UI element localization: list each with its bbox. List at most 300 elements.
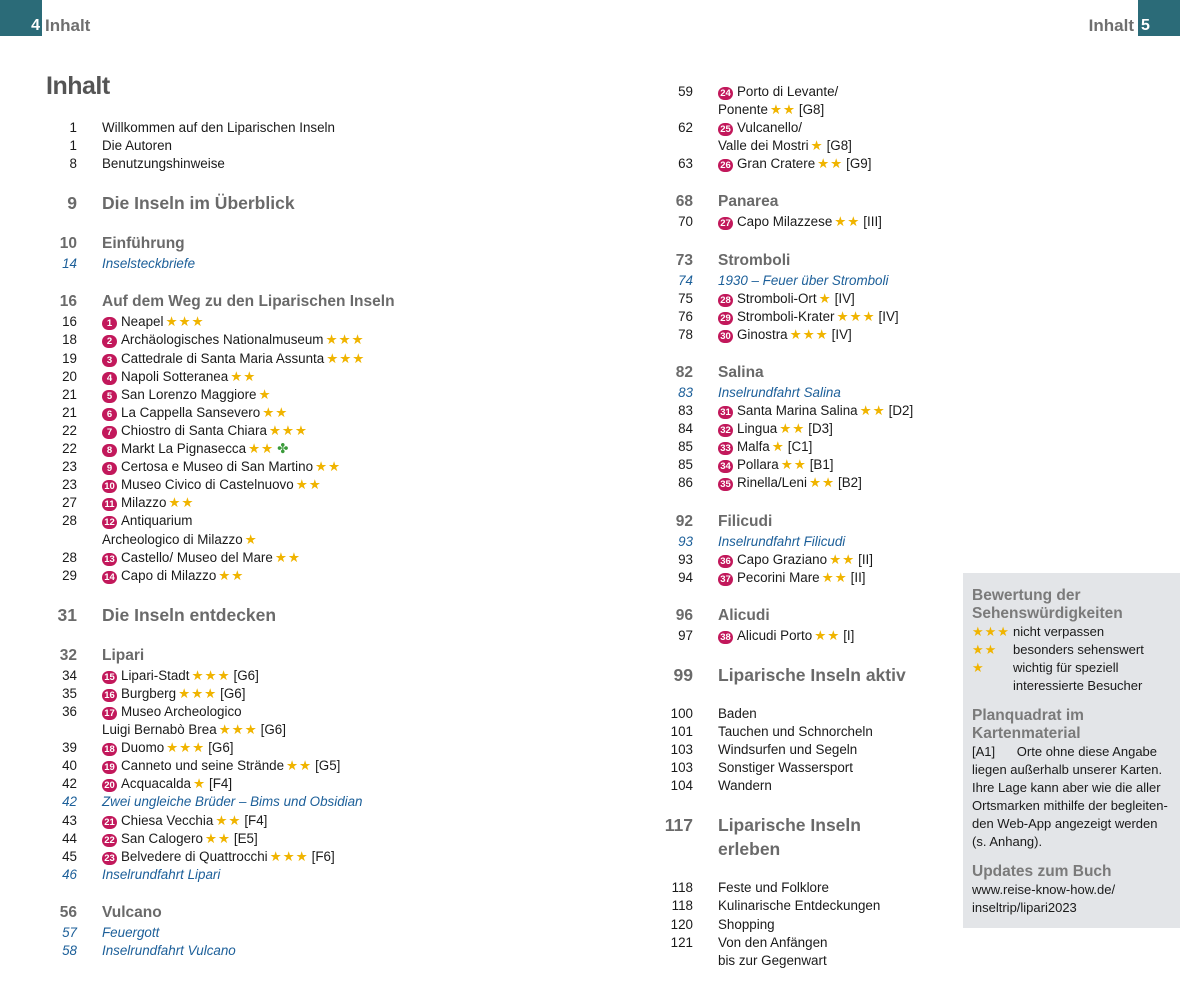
toc-entry-title: Milazzo <box>121 495 167 511</box>
rating-legend <box>972 587 1180 695</box>
toc-entry-text-wrap <box>102 368 256 386</box>
toc-spacer <box>662 587 913 605</box>
toc-entry-title: Lipari <box>102 646 145 664</box>
toc-entry[interactable] <box>662 916 913 934</box>
toc-entry[interactable] <box>662 137 913 155</box>
toc-entry-text-wrap <box>718 438 812 456</box>
toc-entry[interactable] <box>662 290 913 308</box>
sight-number-badge: 1 <box>102 317 117 330</box>
toc-entry[interactable] <box>662 551 913 569</box>
toc-entry-title: San Calogero <box>121 830 203 846</box>
toc-entry[interactable] <box>662 705 913 723</box>
toc-entry[interactable] <box>662 837 913 861</box>
toc-entry-text-wrap <box>718 119 802 137</box>
star-rating-icon: ★★ <box>295 477 322 493</box>
grid-legend-title: Planquadrat im Kartenmaterial <box>972 707 1084 742</box>
toc-entry-title: Auf dem Weg zu den Liparischen Inseln <box>102 293 395 311</box>
toc-entry[interactable] <box>662 759 913 777</box>
toc-entry[interactable] <box>46 291 395 313</box>
toc-entry[interactable] <box>662 272 913 290</box>
toc-entry-text-wrap <box>102 350 365 368</box>
toc-entry-text-wrap <box>718 723 873 741</box>
toc-entry-text-wrap <box>102 119 335 137</box>
rating-label: interessierte Besucher <box>1013 678 1143 693</box>
grid-legend-line: Ihre Lage kann aber wie die aller <box>972 780 1161 795</box>
toc-page-number: 76 <box>678 308 693 324</box>
toc-entry[interactable] <box>662 627 913 645</box>
toc-entry[interactable] <box>662 741 913 759</box>
toc-spacer <box>662 687 913 705</box>
toc-entry[interactable] <box>46 812 395 830</box>
toc-entry-text-wrap <box>102 137 172 155</box>
toc-page-number: 59 <box>678 84 693 99</box>
toc-page-number: 97 <box>678 627 693 643</box>
toc-entry-title: Stromboli-Ort <box>737 290 817 306</box>
toc-entry-text-wrap <box>102 291 395 313</box>
toc-entry[interactable] <box>46 404 395 422</box>
toc-entry-text-wrap <box>718 663 906 687</box>
map-grid-reference: [G9] <box>846 156 872 172</box>
toc-entry-title: Chiostro di Santa Chiara <box>121 422 267 438</box>
toc-entry[interactable] <box>46 422 395 440</box>
toc-entry-text-wrap <box>718 137 852 155</box>
sight-number-badge: 33 <box>718 442 733 455</box>
toc-entry[interactable] <box>46 137 395 155</box>
toc-entry-title: Chiesa Vecchia <box>121 812 214 828</box>
toc-entry-title: Inselsteckbriefe <box>102 256 196 272</box>
toc-entry[interactable] <box>662 384 913 402</box>
toc-entry[interactable] <box>46 667 395 685</box>
star-icon: ★★★ <box>972 624 1010 639</box>
toc-entry-text-wrap <box>102 775 232 793</box>
map-grid-reference: [G8] <box>826 138 852 154</box>
toc-entry-text-wrap <box>102 848 335 866</box>
rating-label: besonders sehenswert <box>1013 642 1144 657</box>
star-rating-icon: ★★★ <box>836 308 876 324</box>
star-rating-icon: ★ <box>258 386 272 402</box>
toc-entry-text-wrap <box>718 83 838 101</box>
toc-page-number: 35 <box>62 685 77 701</box>
toc-entry-text-wrap <box>718 191 778 213</box>
star-rating-icon: ★★ <box>315 459 342 475</box>
toc-entry-text-wrap <box>102 942 236 960</box>
toc-entry[interactable] <box>662 326 913 344</box>
toc-entry-title: Filicudi <box>718 512 773 530</box>
map-grid-reference: [G5] <box>315 758 341 774</box>
toc-entry-title: Kulinarische Entdeckungen <box>718 898 881 914</box>
map-grid-reference: [I] <box>843 627 855 643</box>
toc-entry-title: Canneto und seine Strände <box>121 758 285 774</box>
toc-entry[interactable] <box>46 476 395 494</box>
toc-entry[interactable] <box>662 511 913 533</box>
toc-entry[interactable] <box>46 458 395 476</box>
updates-legend <box>972 863 1180 917</box>
toc-page-number: 118 <box>671 898 693 914</box>
sight-number-badge: 36 <box>718 555 733 568</box>
toc-page-number: 118 <box>671 880 693 896</box>
toc-entry-text-wrap <box>102 404 288 422</box>
sight-number-badge: 16 <box>102 689 117 702</box>
star-rating-icon: ★★★ <box>191 667 231 683</box>
toc-entry[interactable] <box>662 934 913 952</box>
toc-entry[interactable] <box>46 793 395 811</box>
map-grid-reference: [IV] <box>831 326 852 342</box>
star-rating-icon: ★★★ <box>178 685 218 701</box>
sight-number-badge: 27 <box>718 217 733 230</box>
toc-entry[interactable] <box>46 685 395 703</box>
toc-page-number: 45 <box>62 848 77 864</box>
toc-page-number: 84 <box>678 421 693 437</box>
sight-number-badge: 38 <box>718 631 733 644</box>
toc-entry[interactable] <box>46 775 395 793</box>
star-rating-icon: ★ <box>818 290 832 306</box>
toc-spacer <box>662 493 913 511</box>
toc-entry-text-wrap <box>102 512 192 530</box>
star-rating-icon: ★★ <box>817 156 844 172</box>
toc-page-number: 94 <box>678 569 693 585</box>
toc-entry-title: Alicudi <box>718 606 770 624</box>
toc-entry-title: Salina <box>718 363 764 381</box>
toc-entry-text-wrap <box>718 879 829 897</box>
toc-entry[interactable] <box>662 402 913 420</box>
toc-spacer <box>46 627 395 645</box>
toc-entry-text-wrap <box>718 362 764 384</box>
toc-entry[interactable] <box>662 663 913 687</box>
toc-page-number: 22 <box>62 441 77 457</box>
toc-entry-title: La Cappella Sansevero <box>121 404 261 420</box>
page-title: Inhalt <box>46 72 110 100</box>
toc-entry-text-wrap <box>102 667 259 685</box>
toc-entry-text-wrap <box>102 494 194 512</box>
toc-page-number: 16 <box>62 314 77 330</box>
toc-entry[interactable] <box>46 830 395 848</box>
map-grid-reference: [F4] <box>209 776 233 792</box>
toc-entry-text-wrap <box>718 101 824 119</box>
toc-spacer <box>662 645 913 663</box>
toc-entry[interactable] <box>46 386 395 404</box>
sight-number-badge: 29 <box>718 312 733 325</box>
toc-entry-text-wrap <box>102 757 340 775</box>
map-grid-reference: [IV] <box>834 290 855 306</box>
toc-entry[interactable] <box>46 531 395 549</box>
map-grid-reference: [F4] <box>244 812 268 828</box>
toc-entry[interactable] <box>46 924 395 942</box>
sight-number-badge: 18 <box>102 743 117 756</box>
toc-entry-title: Rinella/Leni <box>737 475 807 491</box>
toc-entry[interactable] <box>662 155 913 173</box>
toc-page-number: 27 <box>62 495 77 511</box>
toc-entry[interactable] <box>46 512 395 530</box>
map-grid-reference: [G6] <box>208 740 234 756</box>
sight-number-badge: 34 <box>718 460 733 473</box>
toc-page-number: 46 <box>62 866 77 882</box>
sight-number-badge: 12 <box>102 516 117 529</box>
sight-number-badge: 5 <box>102 390 117 403</box>
toc-entry-text-wrap <box>718 837 780 861</box>
toc-entry[interactable] <box>662 119 913 137</box>
toc-entry-title: Inselrundfahrt Lipari <box>102 866 221 882</box>
star-rating-icon: ★★ <box>262 404 289 420</box>
toc-entry[interactable] <box>46 440 395 458</box>
toc-page-number: 70 <box>678 214 693 230</box>
toc-entry-text-wrap <box>718 272 888 290</box>
rating-legend-title-2: Sehenswürdigkeiten <box>972 605 1123 622</box>
sight-number-badge: 6 <box>102 408 117 421</box>
toc-entry[interactable] <box>46 233 395 255</box>
toc-page-number: 57 <box>62 924 77 940</box>
sight-number-badge: 32 <box>718 424 733 437</box>
toc-page-number: 40 <box>62 758 77 774</box>
toc-entry[interactable] <box>46 866 395 884</box>
toc-entry[interactable] <box>46 191 395 215</box>
toc-entry-text-wrap <box>102 458 341 476</box>
star-rating-icon: ★★ <box>286 758 313 774</box>
toc-entry-text-wrap <box>718 308 899 326</box>
toc-page-number: 58 <box>62 943 77 958</box>
toc-page-number: 86 <box>678 475 693 491</box>
toc-entry[interactable] <box>662 605 913 627</box>
rating-row <box>972 677 1180 695</box>
toc-page-number: 104 <box>670 778 693 794</box>
toc-page-number: 29 <box>62 567 77 583</box>
toc-page-number: 1 <box>69 120 77 135</box>
toc-entry-text-wrap <box>102 812 267 830</box>
toc-spacer <box>46 273 395 291</box>
star-rating-icon: ★ <box>771 439 785 455</box>
toc-entry[interactable] <box>46 494 395 512</box>
map-grid-reference: [G6] <box>233 667 259 683</box>
sight-number-badge: 15 <box>102 671 117 684</box>
toc-entry-text-wrap <box>102 331 364 349</box>
toc-entry-text-wrap <box>102 902 162 924</box>
toc-entry-text-wrap <box>102 549 301 567</box>
star-rating-icon: ★★★ <box>325 332 365 348</box>
toc-page-number: 39 <box>62 740 77 756</box>
toc-entry[interactable] <box>662 474 913 492</box>
toc-entry-text-wrap <box>102 793 363 811</box>
sight-number-badge: 17 <box>102 707 117 720</box>
updates-url[interactable]: inseltrip/lipari2023 <box>972 900 1077 915</box>
toc-entry-title: Markt La Pignasecca <box>121 441 247 457</box>
toc-entry-text-wrap <box>718 605 770 627</box>
toc-entry[interactable] <box>46 603 395 627</box>
rating-row <box>972 623 1180 641</box>
toc-entry[interactable] <box>46 848 395 866</box>
toc-entry-title: Capo Milazzese <box>737 214 833 230</box>
toc-entry-text-wrap <box>102 567 244 585</box>
toc-entry-title: Burgberg <box>121 685 177 701</box>
toc-entry-text-wrap <box>102 155 225 173</box>
toc-entry[interactable] <box>46 368 395 386</box>
toc-entry-title: Vulcanello/ <box>737 120 803 136</box>
toc-entry-title: Vulcano <box>102 903 162 921</box>
star-rating-icon: ★★ <box>859 403 886 419</box>
toc-entry-title: Antiquarium <box>121 513 193 529</box>
map-grid-reference: [D2] <box>888 403 914 419</box>
toc-spacer <box>662 795 913 813</box>
toc-entry-text-wrap <box>102 255 195 273</box>
toc-entry[interactable] <box>46 757 395 775</box>
toc-entry[interactable] <box>46 119 395 137</box>
map-grid-reference: [III] <box>863 214 882 230</box>
toc-page-number: 22 <box>62 422 77 438</box>
toc-entry[interactable] <box>46 155 395 173</box>
star-icon: ★ <box>972 660 985 675</box>
toc-entry-text-wrap <box>102 721 286 739</box>
toc-entry[interactable] <box>662 420 913 438</box>
map-grid-reference: [G8] <box>798 102 825 118</box>
toc-entry-text-wrap <box>102 422 308 440</box>
toc-entry-title: Inselrundfahrt Vulcano <box>102 943 236 958</box>
sight-number-badge: 35 <box>718 478 733 491</box>
toc-entry-title: Archäologisches Nationalmuseum <box>121 332 324 348</box>
toc-entry-text-wrap <box>718 759 853 777</box>
toc-page-number: 99 <box>673 664 693 685</box>
star-rating-icon: ★★ <box>215 812 242 828</box>
star-rating-icon: ★★ <box>829 551 856 567</box>
map-grid-reference: [C1] <box>787 439 813 455</box>
star-rating-icon: ★★★ <box>326 350 366 366</box>
toc-entry[interactable] <box>46 350 395 368</box>
toc-entry-text-wrap <box>718 290 855 308</box>
toc-page-number: 21 <box>62 386 77 402</box>
toc-page-number: 93 <box>678 533 693 549</box>
toc-entry-text-wrap <box>102 313 204 331</box>
toc-entry-text-wrap <box>102 924 159 942</box>
star-rating-icon: ★★★ <box>268 422 308 438</box>
toc-entry-title: Capo di Milazzo <box>121 567 217 583</box>
toc-entry[interactable] <box>46 331 395 349</box>
star-rating-icon: ★★★ <box>789 326 829 342</box>
toc-entry[interactable] <box>46 313 395 331</box>
toc-entry[interactable] <box>662 777 913 795</box>
toc-page-number: 96 <box>675 606 693 624</box>
toc-page-number: 9 <box>67 193 77 214</box>
toc-entry[interactable] <box>46 902 395 924</box>
map-grid-reference: [E5] <box>233 830 258 846</box>
toc-entry-text-wrap <box>102 531 258 549</box>
left-page-number: 4 <box>0 0 42 36</box>
star-rating-icon: ★★ <box>168 495 195 511</box>
toc-entry-title: Duomo <box>121 740 165 756</box>
toc-entry[interactable] <box>662 191 913 213</box>
toc-entry-title: Stromboli-Krater <box>737 308 835 324</box>
toc-entry[interactable] <box>662 879 913 897</box>
star-rating-icon: ★★ <box>821 569 848 585</box>
toc-entry-title: San Lorenzo Maggiore <box>121 386 257 402</box>
toc-entry[interactable] <box>662 250 913 272</box>
toc-entry[interactable] <box>662 456 913 474</box>
toc-entry[interactable] <box>46 567 395 585</box>
toc-entry[interactable] <box>662 533 913 551</box>
toc-page-number: 121 <box>670 934 693 950</box>
toc-entry[interactable] <box>46 739 395 757</box>
toc-entry[interactable] <box>662 213 913 231</box>
right-page-header <box>1089 0 1180 36</box>
toc-entry-text-wrap <box>718 569 866 587</box>
toc-page-number: 31 <box>57 604 77 625</box>
toc-entry-title: Inselrundfahrt Salina <box>718 384 841 400</box>
toc-entry[interactable] <box>662 813 913 837</box>
legend-box <box>963 573 1180 928</box>
sight-number-badge: 30 <box>718 330 733 343</box>
toc-entry[interactable] <box>46 549 395 567</box>
toc-page-number: 8 <box>69 156 77 172</box>
toc-entry-text-wrap <box>102 645 144 667</box>
toc-entry-title: Tauchen und Schnorcheln <box>718 723 873 739</box>
toc-entry[interactable] <box>46 721 395 739</box>
grid-legend-line: (s. Anhang). <box>972 834 1043 849</box>
toc-entry-text-wrap <box>718 533 845 551</box>
toc-entry[interactable] <box>662 438 913 456</box>
toc-entry-text-wrap <box>102 233 185 255</box>
toc-entry-text-wrap <box>718 456 834 474</box>
toc-entry[interactable] <box>662 83 913 101</box>
toc-entry-text-wrap <box>102 191 295 215</box>
toc-entry-text-wrap <box>102 739 234 757</box>
toc-entry-text-wrap <box>718 155 871 173</box>
toc-entry-text-wrap <box>102 685 245 703</box>
toc-entry-text-wrap <box>718 511 772 533</box>
toc-entry-title: Baden <box>718 705 757 721</box>
toc-entry[interactable] <box>662 308 913 326</box>
toc-entry-title: erleben <box>718 839 781 860</box>
toc-entry[interactable] <box>46 942 395 960</box>
toc-entry-title: Archeologico di Milazzo <box>102 531 243 547</box>
toc-entry-text-wrap <box>718 813 861 837</box>
toc-entry-text-wrap <box>718 384 841 402</box>
toc-entry-title: Panarea <box>718 193 779 211</box>
toc-entry-title: Pecorini Mare <box>737 569 820 585</box>
map-grid-reference: [B1] <box>809 457 834 473</box>
grid-legend-line: den Web-App angezeigt werden <box>972 816 1158 831</box>
toc-entry[interactable] <box>46 703 395 721</box>
toc-entry[interactable] <box>662 362 913 384</box>
toc-entry-title: Luigi Bernabò Brea <box>102 722 217 738</box>
toc-entry-title: Die Autoren <box>102 138 172 154</box>
updates-url[interactable]: www.reise-know-how.de/ <box>972 882 1116 897</box>
toc-page-number: 16 <box>59 293 77 311</box>
toc-entry-title: Willkommen auf den Liparischen Inseln <box>102 120 335 135</box>
toc-entry-title: Stromboli <box>718 251 791 269</box>
star-rating-icon: ★★ <box>780 457 807 473</box>
toc-entry[interactable] <box>662 101 913 119</box>
sight-number-badge: 21 <box>102 816 117 829</box>
toc-entry-text-wrap <box>102 830 258 848</box>
toc-page-number: 83 <box>678 384 693 400</box>
toc-entry[interactable] <box>662 723 913 741</box>
toc-entry[interactable] <box>662 569 913 587</box>
toc-page-number: 1 <box>69 138 77 154</box>
toc-entry[interactable] <box>662 897 913 915</box>
toc-entry[interactable] <box>46 255 395 273</box>
toc-entry[interactable] <box>46 645 395 667</box>
toc-entry[interactable] <box>662 952 913 970</box>
map-grid-reference: [F6] <box>311 848 335 864</box>
toc-spacer <box>662 344 913 362</box>
toc-spacer <box>46 585 395 603</box>
clover-icon: ✤ <box>277 441 289 457</box>
rating-label: nicht verpassen <box>1013 624 1105 639</box>
toc-entry-text-wrap <box>718 326 852 344</box>
toc-entry-title: Pollara <box>737 457 779 473</box>
toc-entry-title: Acquacalda <box>121 776 191 792</box>
sight-number-badge: 4 <box>102 372 117 385</box>
star-rating-icon: ★ <box>192 776 206 792</box>
toc-entry-title: Liparische Inseln <box>718 815 861 836</box>
toc-entry-title: Windsurfen und Segeln <box>718 742 858 758</box>
sight-number-badge: 23 <box>102 852 117 865</box>
